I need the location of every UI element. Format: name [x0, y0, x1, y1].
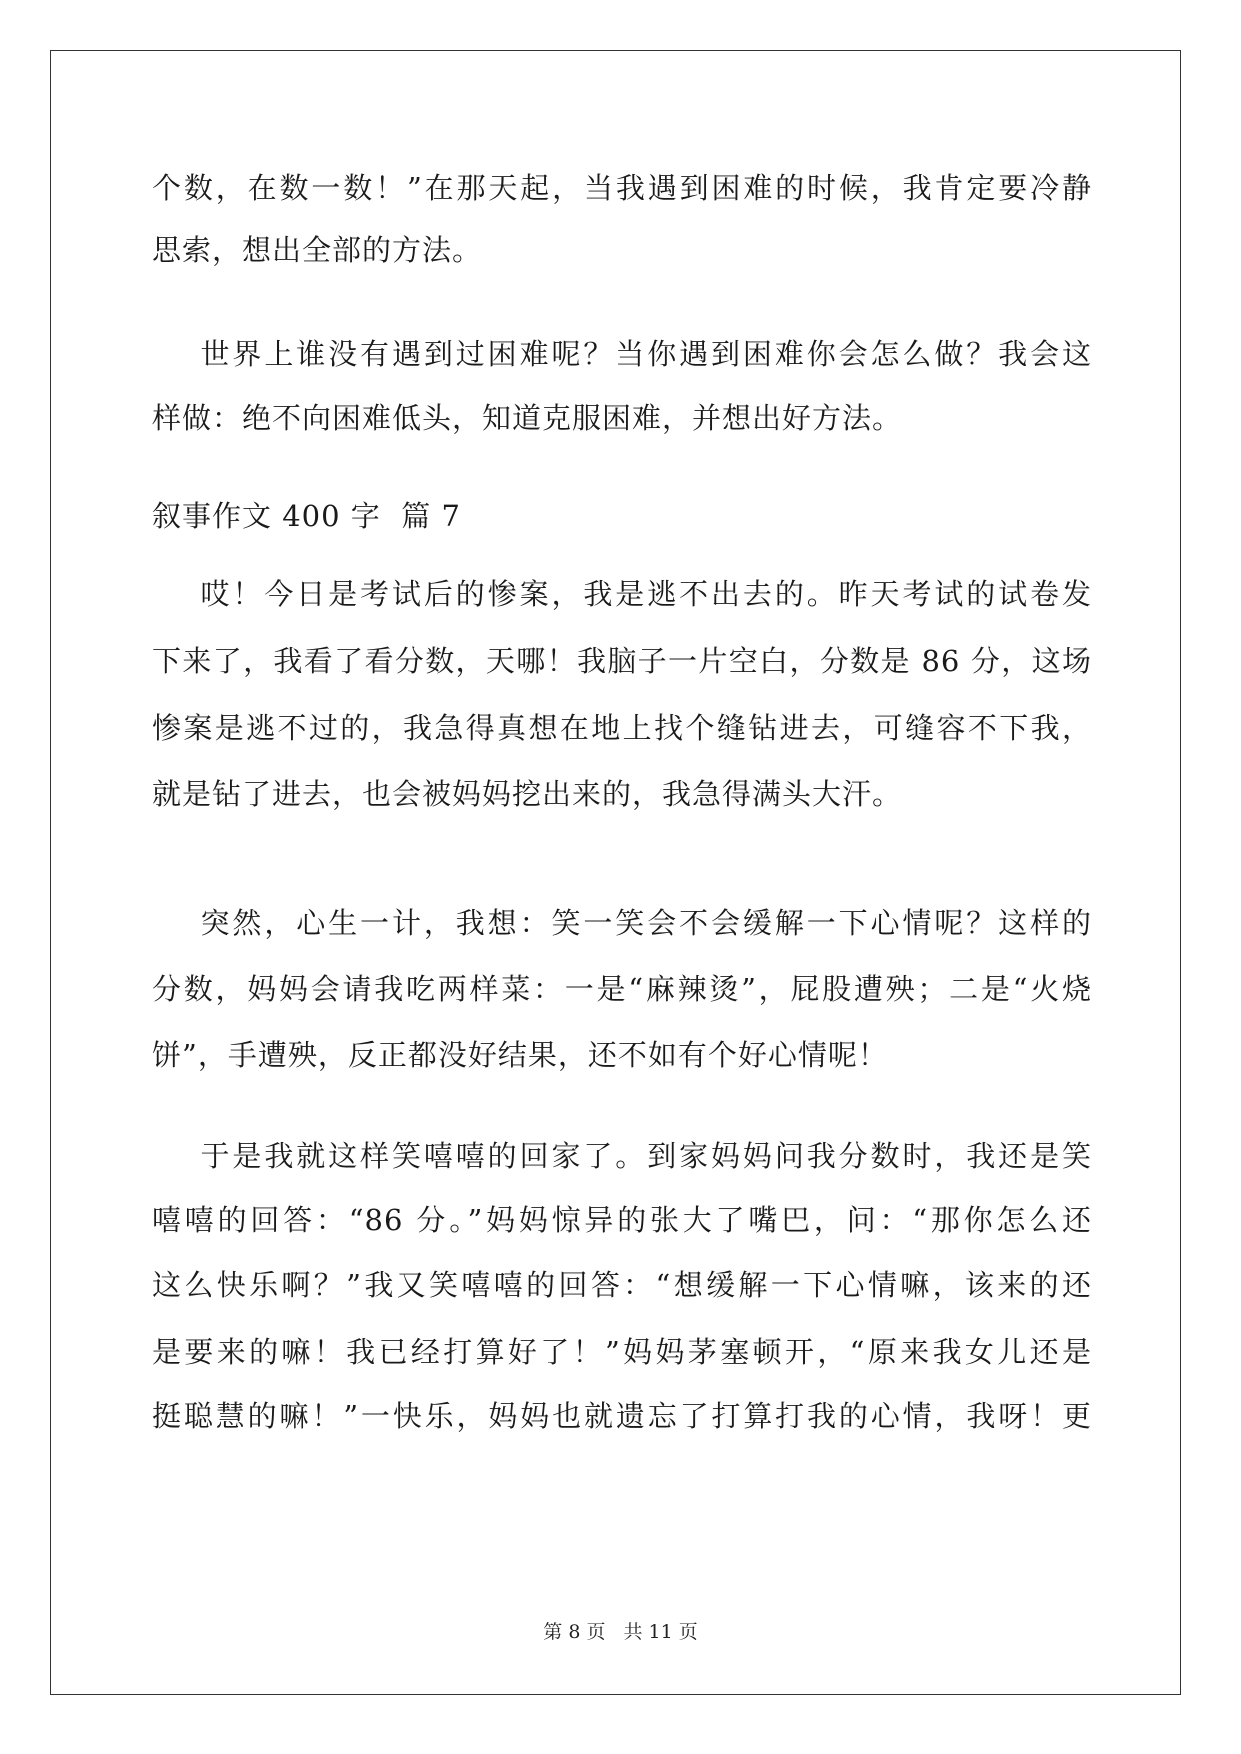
page-number: 第 8 页 — [543, 1621, 606, 1643]
page-total: 共 11 页 — [623, 1621, 698, 1643]
section-heading: 叙事作文 400 字 篇 7 — [152, 499, 461, 533]
paragraph-line: 是要来的嘛！我已经打算好了！”妈妈茅塞顿开，“原来我女儿还是 — [152, 1335, 1092, 1369]
paragraph-line: 惨案是逃不过的，我急得真想在地上找个缝钻进去，可缝容不下我， — [152, 711, 1092, 745]
paragraph-line: 下来了，我看了看分数，天哪！我脑子一片空白，分数是 86 分，这场 — [152, 644, 1092, 678]
paragraph-line: 哎！今日是考试后的惨案，我是逃不出去的。昨天考试的试卷发 — [152, 577, 1092, 611]
paragraph-line: 世界上谁没有遇到过困难呢？当你遇到困难你会怎么做？我会这 — [152, 337, 1092, 371]
paragraph-line: 这么快乐啊？”我又笑嘻嘻的回答：“想缓解一下心情嘛，该来的还 — [152, 1268, 1092, 1302]
paragraph-line: 挺聪慧的嘛！”一快乐，妈妈也就遗忘了打算打我的心情，我呀！更 — [152, 1399, 1092, 1433]
paragraph-line: 样做：绝不向困难低头，知道克服困难，并想出好方法。 — [152, 401, 903, 435]
paragraph-line: 就是钻了进去，也会被妈妈挖出来的，我急得满头大汗。 — [152, 777, 903, 811]
paragraph-line: 个数，在数一数！”在那天起，当我遇到困难的时候，我肯定要冷静 — [152, 171, 1092, 205]
paragraph-line: 思索，想出全部的方法。 — [152, 233, 483, 267]
paragraph-line: 突然，心生一计，我想：笑一笑会不会缓解一下心情呢？这样的 — [152, 906, 1092, 940]
paragraph-line: 于是我就这样笑嘻嘻的回家了。到家妈妈问我分数时，我还是笑 — [152, 1139, 1092, 1173]
paragraph-line: 分数，妈妈会请我吃两样菜：一是“麻辣烫”，屁股遭殃；二是“火烧 — [152, 972, 1092, 1006]
page-footer — [0, 1620, 1241, 1644]
page-border — [50, 50, 1181, 1695]
paragraph-line: 饼”，手遭殃，反正都没好结果，还不如有个好心情呢！ — [152, 1038, 888, 1072]
paragraph-line: 嘻嘻的回答：“86 分。”妈妈惊异的张大了嘴巴，问：“那你怎么还 — [152, 1203, 1092, 1237]
